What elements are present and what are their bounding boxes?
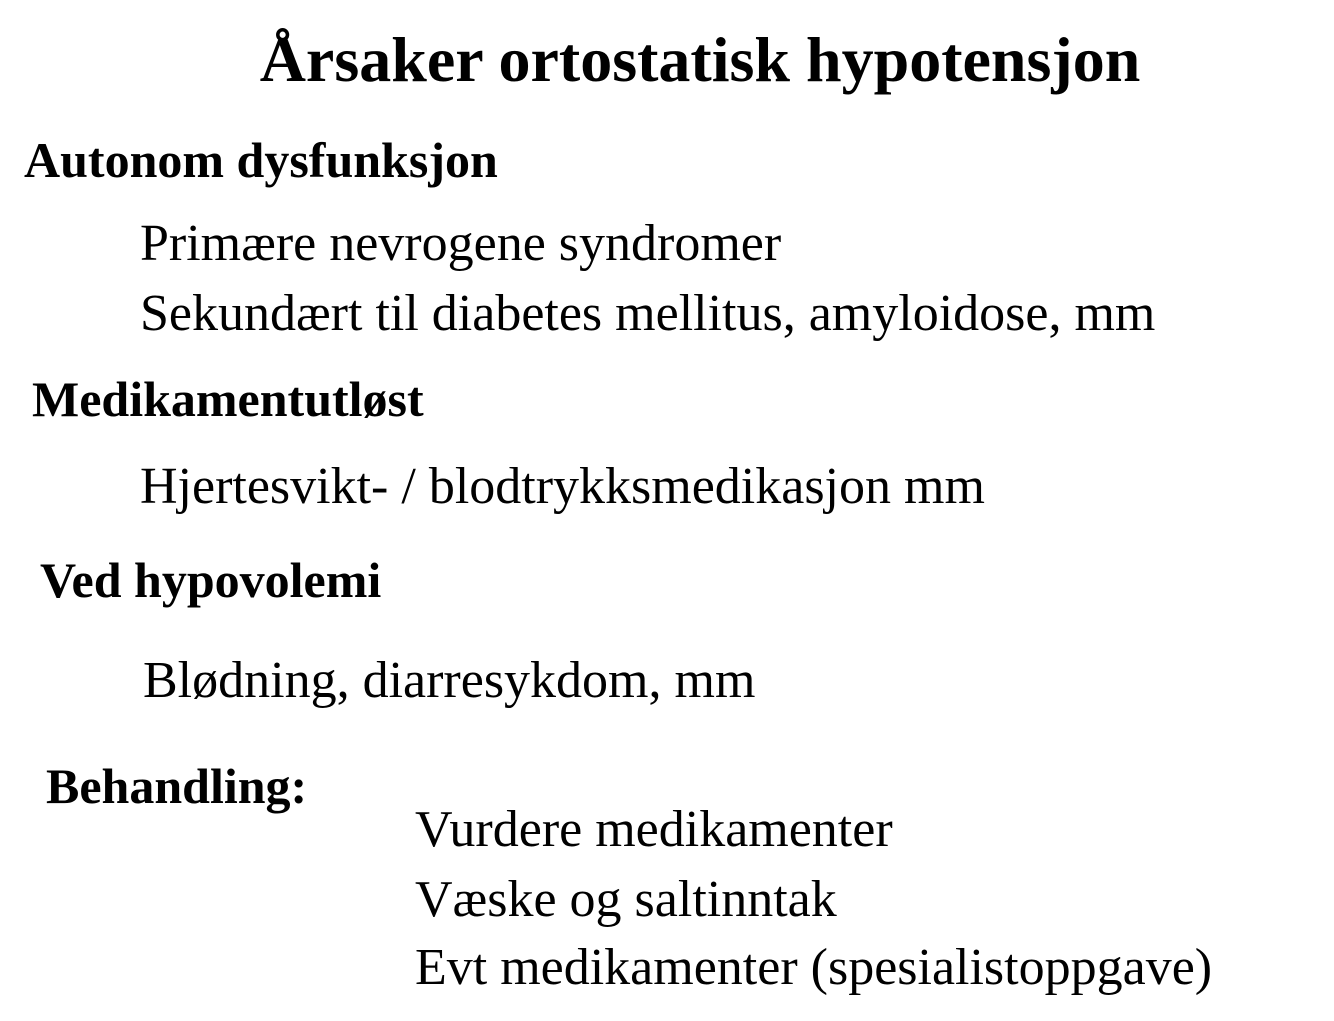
slide-title: Årsaker ortostatisk hypotensjon xyxy=(259,24,1141,95)
item-blodning-diarre: Blødning, diarresykdom, mm xyxy=(143,652,756,709)
item-primaere-nevrogene: Primære nevrogene syndromer xyxy=(140,215,782,272)
item-sekundaert-diabetes: Sekundært til diabetes mellitus, amyloidose, mm xyxy=(140,285,1156,342)
heading-medikamentutlost: Medikamentutløst xyxy=(32,371,424,427)
heading-behandling: Behandling: xyxy=(46,758,308,814)
item-vaeske-saltinntak: Væske og saltinntak xyxy=(415,871,837,928)
heading-autonom-dysfunksjon: Autonom dysfunksjon xyxy=(24,132,498,188)
item-evt-medikamenter: Evt medikamenter (spesialistoppgave) xyxy=(415,939,1213,996)
item-vurdere-medikamenter: Vurdere medikamenter xyxy=(415,801,893,858)
heading-ved-hypovolemi: Ved hypovolemi xyxy=(40,552,382,608)
item-hjertesvikt-medikasjon: Hjertesvikt- / blodtrykksmedikasjon mm xyxy=(140,458,985,515)
